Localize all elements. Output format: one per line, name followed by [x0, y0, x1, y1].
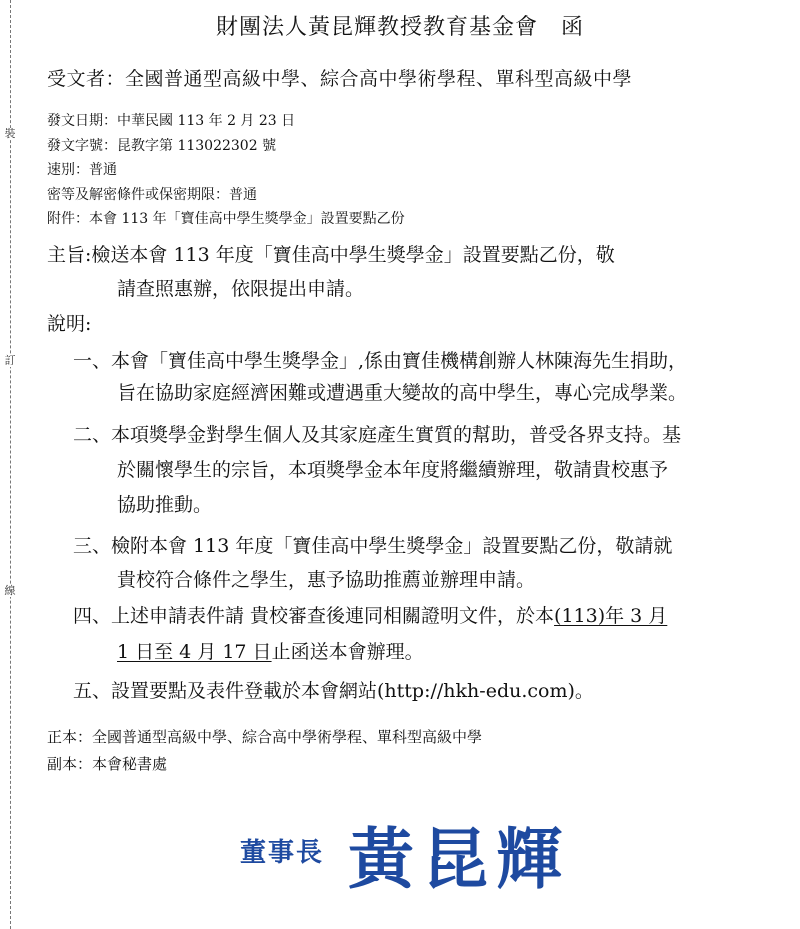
- chairman-title: 董事長: [240, 838, 325, 868]
- item-4-date-start: (113)年 3 月: [554, 605, 668, 627]
- item-4-line-2-text: 止函送本會辦理。: [271, 641, 424, 663]
- document-number: 發文字號：昆教字第 113022302 號: [47, 138, 277, 154]
- binding-char-xian: 線: [1, 585, 19, 597]
- item-3-line-1: 三、檢附本會 113 年度「寶佳高中學生獎學金」設置要點乙份，敬請就: [73, 535, 673, 557]
- binding-char-ding: 訂: [1, 355, 19, 367]
- signature-block: [240, 800, 620, 910]
- recipient-line: 受文者：全國普通型高級中學、綜合高中學術學程、單科型高級中學: [47, 68, 633, 90]
- issue-date: 發文日期：中華民國 113 年 2 月 23 日: [47, 113, 296, 129]
- item-5-line-1: 五、設置要點及表件登載於本會網站(http://hkh-edu.com)。: [73, 680, 594, 702]
- chairman-signature: 黃昆輝: [348, 820, 570, 898]
- copy-distribution: 副本：本會秘書處: [47, 755, 168, 773]
- item-2-line-1: 二、本項獎學金對學生個人及其家庭產生實質的幫助，普受各界支持。基: [73, 424, 682, 446]
- security-level: 密等及解密條件或保密期限：普通: [47, 187, 257, 203]
- item-4-date-end: 1 日至 4 月 17 日: [117, 641, 272, 663]
- document-title: 財團法人黃昆輝教授教育基金會 函: [215, 15, 584, 40]
- item-4-line-1: [73, 601, 667, 628]
- subject-line-2: 請查照惠辦，依限提出申請。: [117, 278, 365, 300]
- delivery-speed: 速別：普通: [47, 162, 117, 178]
- item-4-line-2: [117, 637, 424, 664]
- item-1-line-2: 旨在協助家庭經濟困難或遭遇重大變故的高中學生，專心完成學業。: [117, 382, 688, 404]
- item-3-line-2: 貴校符合條件之學生，惠予協助推薦並辦理申請。: [117, 569, 536, 591]
- explanation-heading: 說明:: [47, 313, 92, 335]
- attachment-line: 附件：本會 113 年「寶佳高中學生獎學金」設置要點乙份: [47, 211, 405, 227]
- item-2-line-3: 協助推動。: [117, 494, 213, 516]
- item-1-line-1: 一、本會「寶佳高中學生獎學金」,係由寶佳機構創辦人林陳海先生捐助，: [73, 350, 688, 372]
- subject-line-1: 主旨:檢送本會 113 年度「寶佳高中學生獎學金」設置要點乙份，敬: [47, 244, 615, 266]
- main-distribution: 正本：全國普通型高級中學、綜合高中學術學程、單科型高級中學: [47, 728, 483, 746]
- item-2-line-2: 於關懷學生的宗旨，本項獎學金本年度將繼續辦理，敬請貴校惠予: [117, 459, 669, 481]
- binding-char-zhuang: 裝: [1, 128, 19, 140]
- item-4-line-1-text: 四、上述申請表件請 貴校審查後連同相關證明文件，於本: [73, 605, 555, 627]
